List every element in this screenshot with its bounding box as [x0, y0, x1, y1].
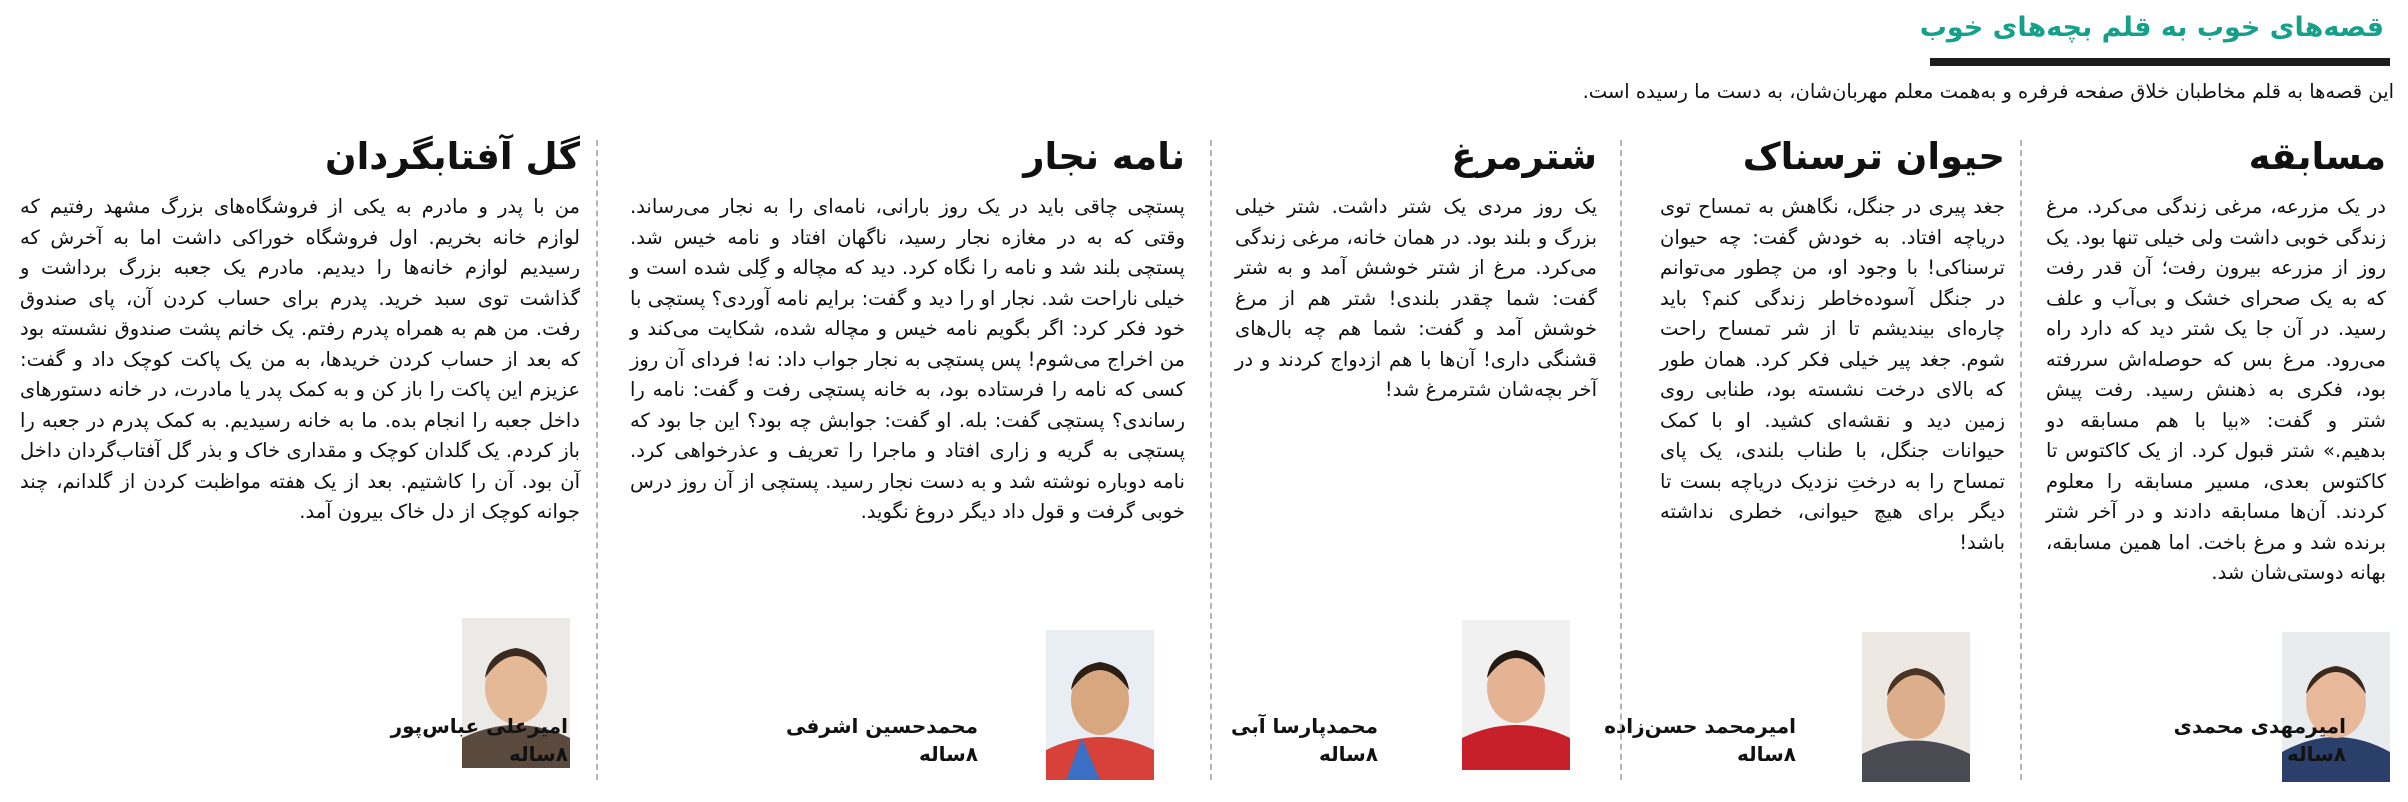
header-rule — [1930, 58, 2390, 66]
boy-portrait-icon — [1046, 630, 1154, 780]
author-age: ۸ساله — [1318, 742, 1378, 766]
author-block — [391, 712, 568, 768]
intro-text: این قصه‌ها به قلم مخاطبان خلاق صفحه فرفره و به‌همت معلم مهربان‌شان، به دست ما رسیده است. — [1582, 80, 2394, 103]
author-age: ۸ساله — [918, 742, 978, 766]
story-body: یک روز مردی یک شتر داشت. شتر خیلی بزرگ و بلند بود. در همان خانه، مرغی زندگی می‌کرد. مرغ از شتر خوشش آمد و به شتر گفت: شما چقدر بلندی! شتر هم از مرغ خوشش آمد و گفت: شما هم چه بال‌های قشنگی داری! آن‌ها با هم ازدواج کردند و در آخر بچه‌شان شترمرغ شد! — [1235, 195, 1597, 401]
author-name: محمدپارسا آبی — [1230, 714, 1378, 738]
author-block — [786, 712, 978, 768]
author-block — [1604, 712, 1796, 768]
author-name: محمدحسین اشرفی — [786, 714, 978, 738]
author-block — [2174, 712, 2346, 768]
page-title: قصه‌های خوب به قلم بچه‌های خوب — [1919, 12, 2384, 43]
story-title: نامه نجار — [1023, 135, 1185, 178]
column-divider — [2020, 140, 2022, 780]
story-body: پستچی چاقی باید در یک روز بارانی، نامه‌ای را به نجار می‌رساند. وقتی که به در مغازه نجار رسید، ناگهان افتاد و نامه خیس شد. پستچی بلند شد و نامه را نگاه کرد. دید که مچاله و گِلی شده است و خیلی ناراحت شد. نجار او را دید و گفت: برایم نامه آوردی؟ پستچی با خود فکر کرد: اگر بگویم نامه خیس و مچاله شده، شکایت می‌کند و من اخراج می‌شوم! پس پستچی به نجار جواب داد: نه! فردای آن روز کسی که نامه را فرستاده بود، به خانه پستچی رفت و گفت: نامه را رساندی؟ پستچی گفت: بله. او گفت: جوابش چه بود؟ این جا بود که پستچی به گریه و زاری افتاد و ماجرا را تعریف و عذرخواهی کرد. نامه دوباره نوشته شد و به دست نجار رسید. پستچی از آن روز درس خوبی گرفت و قول داد دیگر دروغ نگوید. — [630, 195, 1185, 523]
column-divider — [1210, 140, 1212, 780]
page-header — [1919, 6, 2390, 66]
boy-portrait-icon — [1862, 632, 1970, 782]
author-photo — [1462, 620, 1570, 770]
story-title: مسابقه — [2248, 135, 2386, 178]
story-title: حیوان ترسناک — [1742, 135, 2005, 178]
author-name: امیرمهدی محمدی — [2173, 714, 2346, 738]
boy-portrait-icon — [1462, 620, 1570, 770]
story-body: در یک مزرعه، مرغی زندگی می‌کرد. مرغ زندگی خوبی داشت ولی خیلی تنها بود. یک روز از مزرعه بیرون رفت؛ آن قدر رفت که به یک صحرای خشک و بی‌آب و علف رسید. در آن جا یک شتر دید که دارد راه می‌رود. مرغ بس که حوصله‌اش سررفته بود، فکری به ذهنش رسید. رفت پیش شتر و گفت: «بیا با هم مسابقه دو بدهیم.» شتر قبول کرد. از یک کاکتوس تا کاکتوس بعدی، مسیر مسابقه را معلوم کردند. آن‌ها مسابقه دادند و در آخر شتر برنده شد و مرغ باخت. اما همین مسابقه، بهانه دوستی‌شان شد. — [2046, 195, 2386, 584]
story-body: جغد پیری در جنگل، نگاهش به تمساح توی دریاچه افتاد. به خودش گفت: چه حیوان ترسناکی! با وجود او، من چطور می‌توانم در جنگل آسوده‌خاطر زندگی کنم؟ باید چاره‌ای بیندیشم تا از شر تمساح راحت شوم. جغد پیر خیلی فکر کرد. همان طور که بالای درخت نشسته بود، طنابی روی زمین دید و نقشه‌ای کشید. او با کمک حیوانات جنگل، با طناب بلندی، یک پای تمساح را به درختِ نزدیک دریاچه بست تا دیگر برای هیچ حیوانی، خطری نداشته باشد! — [1660, 195, 2005, 554]
author-photo — [1862, 632, 1970, 782]
column-divider — [1620, 140, 1622, 780]
story-title: شترمرغ — [1451, 135, 1597, 178]
author-name: امیرعلی عباس‌پور — [390, 714, 568, 738]
author-age: ۸ساله — [1736, 742, 1796, 766]
author-age: ۸ساله — [508, 742, 568, 766]
author-age: ۸ساله — [2286, 742, 2346, 766]
column-divider — [596, 140, 598, 780]
story-body: من با پدر و مادرم به یکی از فروشگاه‌های بزرگ مشهد رفتیم که لوازم خانه بخریم. اول فروشگاه خوراکی داشت اما به آخرش که رسیدیم لوازم خانه‌ها را دیدیم. مادرم یک جعبه بزرگ برداشت و گذاشت توی سبد خرید. پدرم برای حساب کردن آن، پای صندوق رفت. من هم به همراه پدرم رفتم. یک خانم پشت صندوق نشسته بود که بعد از حساب کردن خریدها، به من یک پاکت کوچک داد و گفت: عزیزم این پاکت را باز کن و به کمک پدر یا مادرت، در خانه دستورهای داخل جعبه را انجام بده. ما به خانه رسیدیم. به کمک پدرم در جعبه را باز کردم. یک گلدان کوچک و مقداری خاک و بذر گل آفتاب‌گردان داخل آن بود. آن را کاشتیم. بعد از یک هفته مواظبت کردن از گلدانم، چند جوانه کوچک از دل خاک بیرون آمد. — [20, 195, 580, 523]
author-block — [1231, 712, 1378, 768]
author-photo — [1046, 630, 1154, 780]
story-title: گل آفتابگردان — [324, 135, 580, 178]
author-name: امیرمحمد حسن‌زاده — [1604, 714, 1796, 738]
